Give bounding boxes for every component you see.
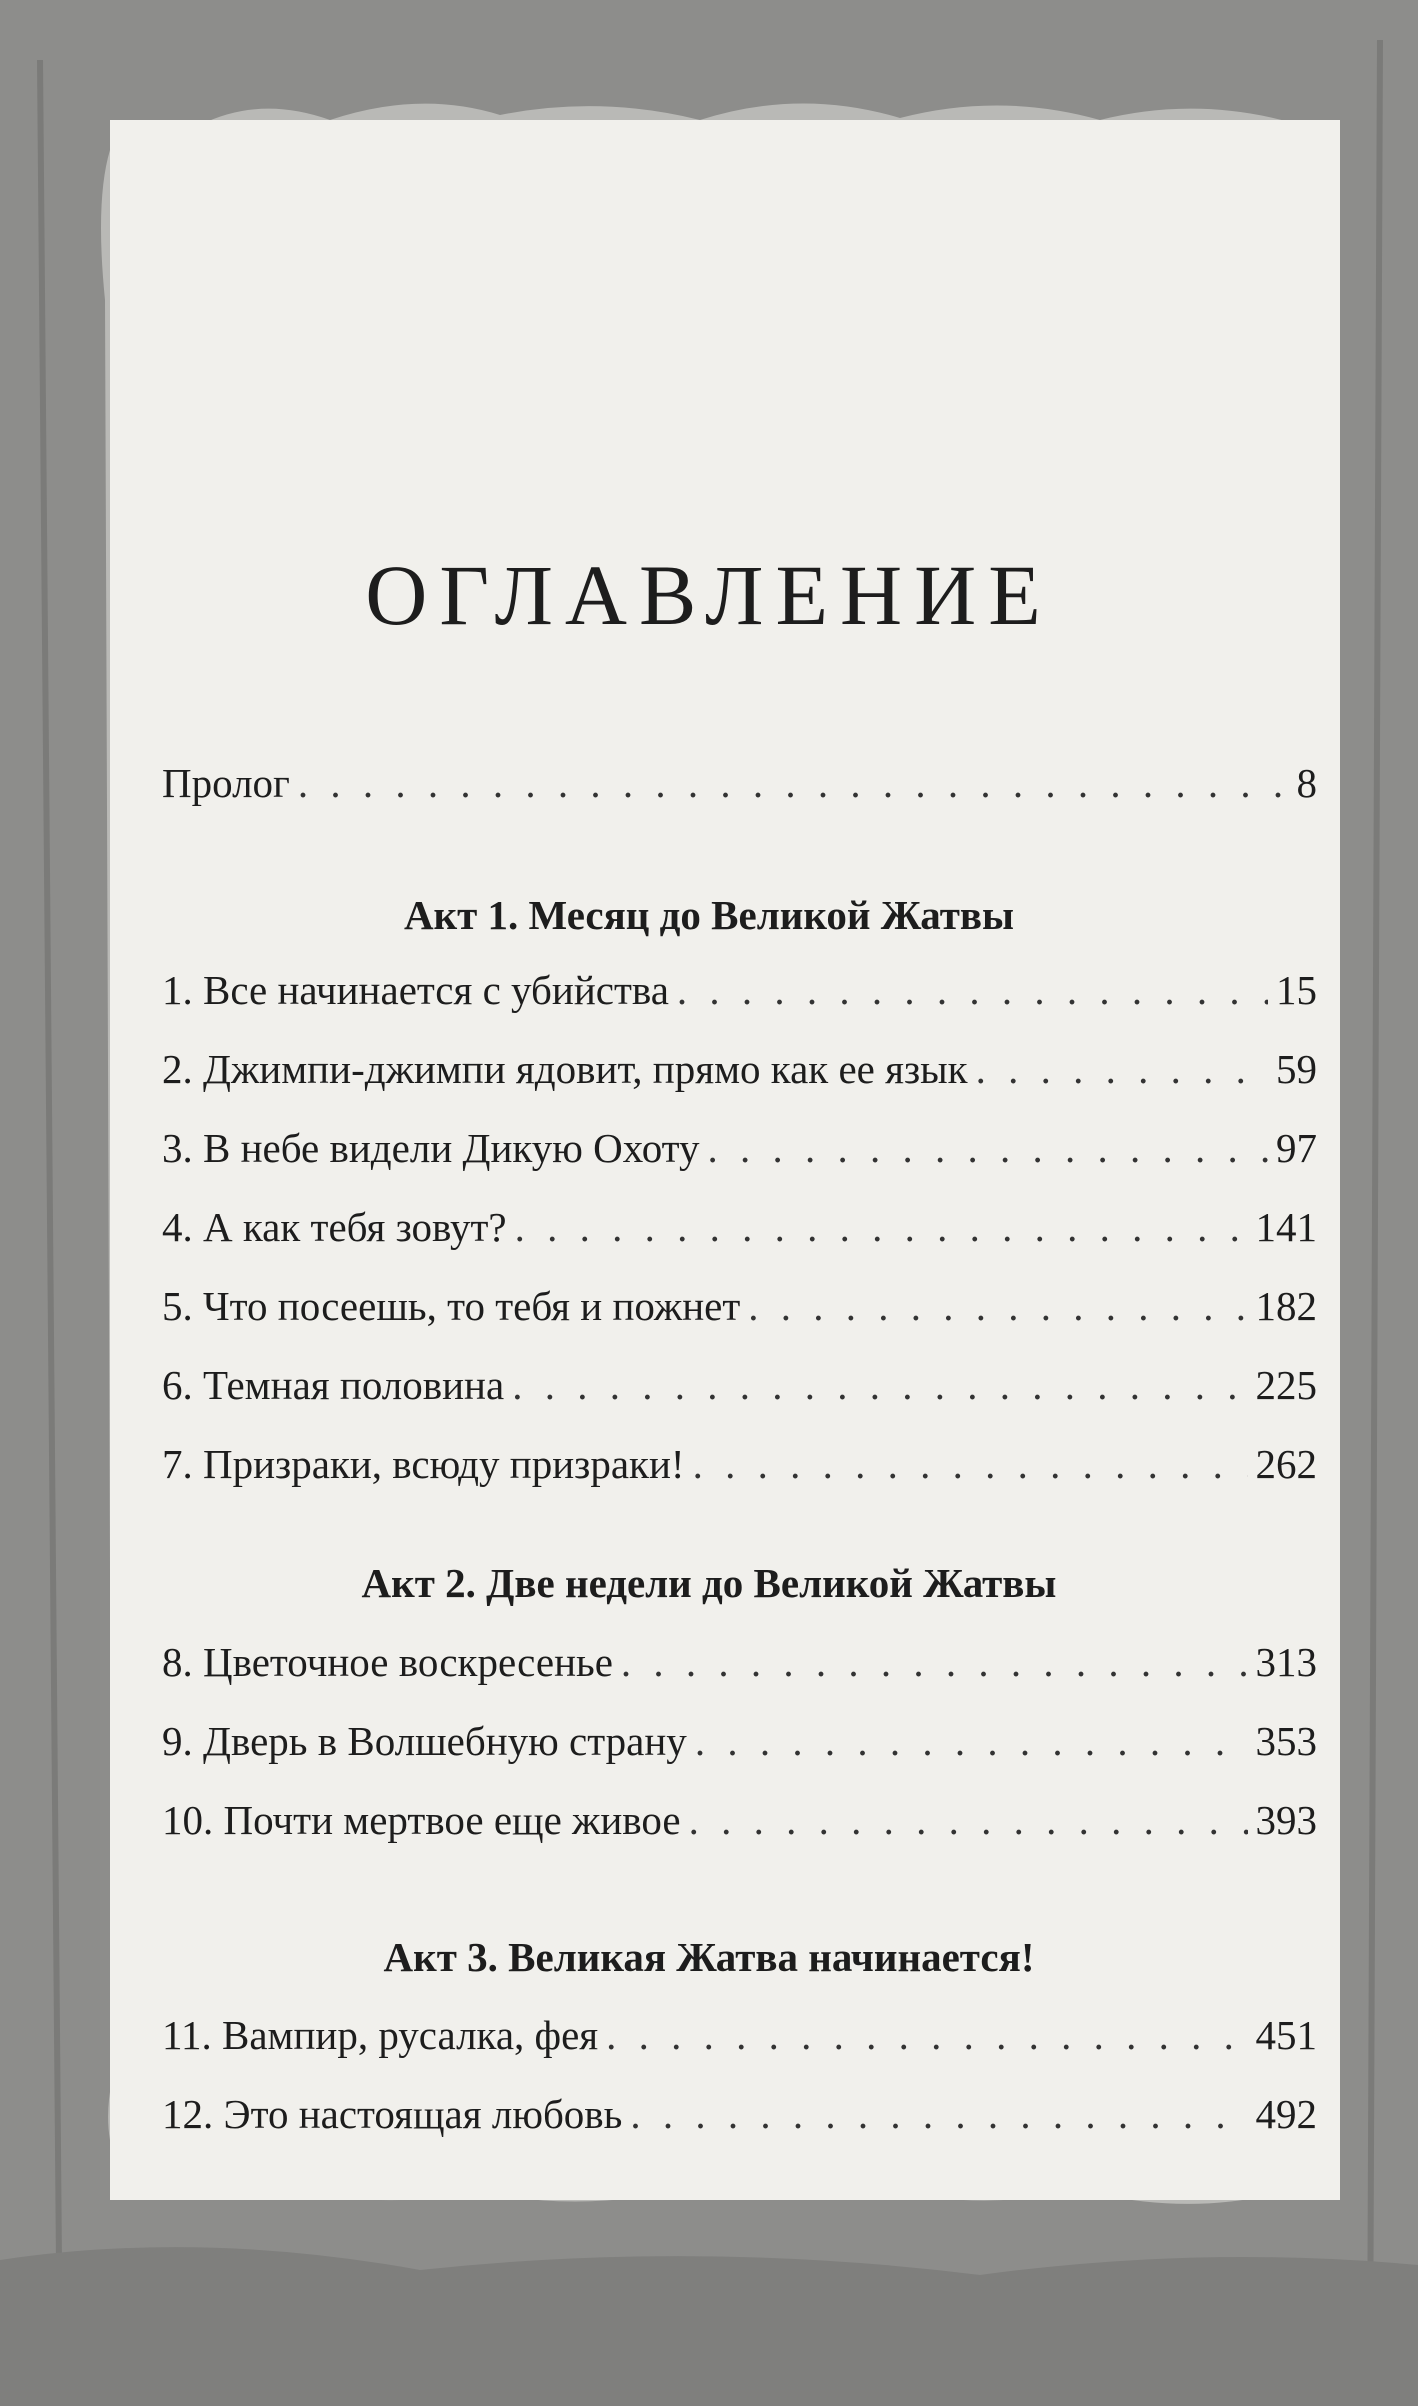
toc-entry[interactable] [162,1278,1317,1334]
leader-dots [621,1634,1248,1690]
leader-dots [677,962,1268,1018]
page-title: ОГЛАВЛЕНИЕ [365,547,1053,643]
act-heading: Акт 1. Месяц до Великой Жатвы [403,892,1015,938]
toc-entry-label: 9. Дверь в Волшебную страну [162,1718,687,1764]
toc-entry[interactable] [162,2086,1317,2142]
toc-entry[interactable] [162,1357,1317,1413]
toc-entry-page: 451 [1255,2012,1317,2058]
leader-dots [748,1278,1247,1334]
leader-dots [689,1792,1248,1848]
toc-entry-page: 262 [1255,1441,1317,1487]
toc-entry-page: 8 [1296,760,1317,806]
toc-entry[interactable] [162,2007,1317,2063]
act-heading: Акт 3. Великая Жатва начинается! [383,1934,1035,1980]
toc-entry-page: 15 [1276,967,1317,1013]
leader-dots [515,1199,1248,1255]
toc-entry-label: 12. Это настоящая любовь [162,2091,623,2137]
toc-entry-page: 225 [1255,1362,1317,1408]
leader-dots [298,755,1289,811]
toc-entry-page: 141 [1255,1204,1317,1250]
toc-entry[interactable] [162,1199,1317,1255]
leader-dots [976,1041,1268,1097]
toc-entry-page: 59 [1276,1046,1317,1092]
leader-dots [630,2086,1247,2142]
toc-entry-page: 97 [1276,1125,1317,1171]
toc-entry[interactable] [162,1634,1317,1690]
toc-entry-label: 3. В небе видели Дикую Охоту [162,1125,700,1171]
toc-entry[interactable] [162,1792,1317,1848]
toc-entry-page: 182 [1255,1283,1317,1329]
toc-entry-label: 1. Все начинается с убийства [162,967,669,1013]
toc-entry[interactable] [162,962,1317,1018]
toc-entry-page: 492 [1255,2091,1317,2137]
toc-entry-page: 393 [1255,1797,1317,1843]
leader-dots [693,1436,1248,1492]
toc-entry-label: 7. Призраки, всюду призраки! [162,1441,685,1487]
act-heading: Акт 2. Две недели до Великой Жатвы [361,1560,1057,1606]
toc-entry-label: 2. Джимпи-джимпи ядовит, прямо как ее язык [162,1046,968,1092]
leader-dots [606,2007,1247,2063]
toc-entry-page: 313 [1255,1639,1317,1685]
toc-entry-page: 353 [1255,1718,1317,1764]
toc-entry[interactable] [162,1713,1317,1769]
toc-entry-label: 4. А как тебя зовут? [162,1204,507,1250]
leader-dots [512,1357,1247,1413]
toc-entry-label: 5. Что посеешь, то тебя и пожнет [162,1283,741,1329]
toc-entry-label: 6. Темная половина [162,1362,505,1408]
toc-entry[interactable] [162,1041,1317,1097]
toc-entry-label: 10. Почти мертвое еще живое [162,1797,681,1843]
leader-dots [695,1713,1248,1769]
toc-entry[interactable] [162,1436,1317,1492]
toc-entry-label: 8. Цветочное воскресенье [162,1639,613,1685]
toc-entry-label: Пролог [162,760,290,806]
toc-entry-label: 11. Вампир, русалка, фея [162,2012,599,2058]
toc-entry-prologue[interactable] [162,755,1317,811]
leader-dots [708,1120,1268,1176]
toc-entry[interactable] [162,1120,1317,1176]
